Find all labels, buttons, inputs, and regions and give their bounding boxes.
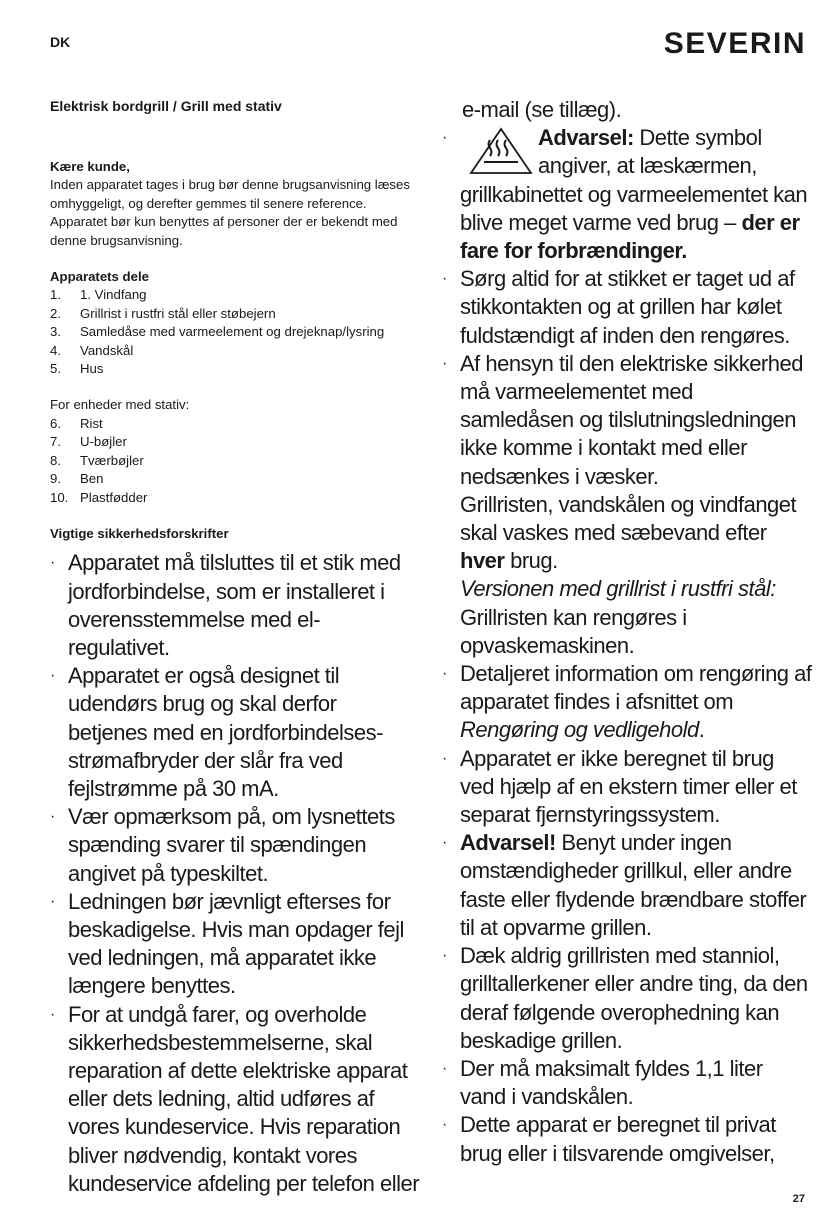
list-item: · Advarsel! Benyt under ingen omstændigheder grillkul, eller andre faste eller flydende brændbare stoffer til at opvarme grillen.: [442, 830, 807, 940]
list-item: 6. Rist: [50, 415, 103, 431]
list-item: · Af hensyn til den elektriske sikkerhed må varmeelementet med samledåsen og tilslutningsledningen ikke komme i kontakt med eller nedsænkes i væsker. Grillristen, vandskålen og vindfanget skal vaskes med sæbevand efter hver brug. Versionen med grillrist i rustfri stål: Grillristen kan rengøres i opvaskemaskinen.: [442, 350, 803, 658]
list-item: 10. Plastfødder: [50, 489, 148, 505]
list-item: 3. Samledåse med varmeelement og drejeknap/lysring: [50, 324, 385, 340]
list-item: · For at undgå farer, og overholde sikkerhedsbestemmelserne, skal reparation af dette elektriske apparat eller dets ledning, altid udføres af vores kundeservice. Hvis reparation bliver nødvendig, kontakt vores kundeservice afdeling per telefon eller: [50, 1001, 420, 1196]
language-code: DK: [50, 34, 71, 50]
list-item: · Sørg altid for at stikket er taget ud af stikkontakten og at grillen har kølet fuldstændigt af inden den rengøres.: [442, 266, 795, 348]
list-item: 8. Tværbøjler: [50, 452, 144, 468]
list-item: · Der må maksimalt fyldes 1,1 liter vand i vandskålen.: [442, 1055, 763, 1110]
list-item: · Apparatet er ikke beregnet til brug ved hjælp af en ekstern timer eller et separat fjernstyringssystem.: [442, 745, 797, 828]
greeting-text: Inden apparatet tages i brug bør denne brugsanvisning læses omhyggeligt, og derefter gemmes til senere reference. Apparatet bør kun benyttes af personer der er bekendt med denne brugsanvisning.: [50, 177, 410, 248]
page-number: 27: [792, 1193, 805, 1205]
list-item: 5. Hus: [50, 361, 104, 377]
list-item: · Dette apparat er beregnet til privat brug eller i tilsvarende omgivelser,: [442, 1112, 776, 1166]
right-column: [442, 96, 812, 1168]
hot-surface-warning-icon: [468, 126, 534, 176]
continuation-text: e-mail (se tillæg).: [462, 97, 622, 122]
list-item: 1. 1. Vindfang: [50, 287, 147, 303]
parts-heading: Apparatets dele: [50, 269, 149, 285]
list-item: · Apparatet må tilsluttes til et stik med jordforbindelse, som er installeret i overensstemmelse med el-regulativet.: [50, 550, 401, 660]
list-item: · Apparatet er også designet til udendørs brug og skal derfor betjenes med en jordforbindelses-strømafbryder der slår fra ved fejlstrømme på 30 mA.: [50, 663, 383, 801]
greeting-heading: Kære kunde,: [50, 159, 130, 174]
stand-parts-list: [50, 415, 420, 507]
list-item: 7. U-bøjler: [50, 434, 127, 450]
list-item: 9. Ben: [50, 471, 104, 487]
safety-list-left: [50, 549, 420, 1198]
left-column: [50, 98, 420, 1198]
list-item: · Detaljeret information om rengøring af apparatet findes i afsnittet om Rengøring og vedligehold.: [442, 661, 812, 743]
safety-heading: Vigtige sikkerhedsforskrifter: [50, 525, 229, 541]
brand-logo: SEVERIN: [663, 27, 806, 60]
list-item: 4. Vandskål: [50, 342, 134, 358]
list-item: · Advarsel: Dette symbol angiver, at læskærmen, grillkabinettet og varmeelementet kan blive meget varme ved brug – der er fare for forbrændinger.: [442, 125, 808, 264]
list-item: · Ledningen bør jævnligt efterses for beskadigelse. Hvis man opdager fejl ved ledningen, må apparatet ikke længere benyttes.: [50, 888, 404, 999]
list-item: · Dæk aldrig grillristen med stanniol, grilltallerkener eller andre ting, da den deraf følgende overophedning kan beskadige grillen.: [442, 943, 808, 1053]
list-item: 2. Grillrist i rustfri stål eller støbejern: [50, 305, 276, 321]
parts-list: [50, 286, 420, 378]
stand-heading: For enheder med stativ:: [50, 397, 190, 413]
list-item: · Vær opmærksom på, om lysnettets spænding svarer til spændingen angivet på typeskiltet.: [50, 804, 395, 886]
document-title: Elektrisk bordgrill / Grill med stativ: [50, 98, 282, 114]
